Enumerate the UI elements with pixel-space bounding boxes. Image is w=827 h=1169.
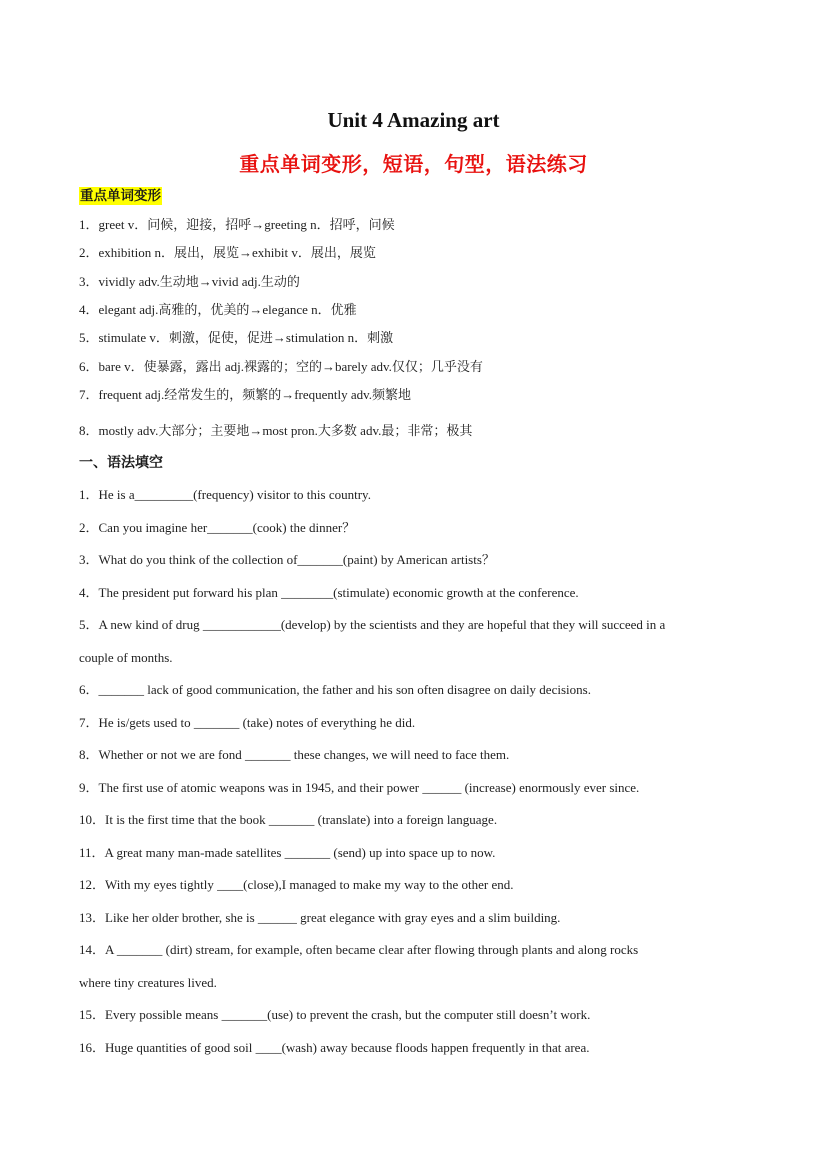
exercise-item: 6．_______ lack of good communication, the father and his son often disagree on daily decisions. (79, 682, 591, 697)
vocab-item: 6．bare v．使暴露，露出 adj.裸露的；空的→barely adv.仅仅；几乎没有 (79, 359, 483, 374)
exercise-item: 12．With my eyes tightly ____(close),I managed to make my way to the other end. (79, 877, 514, 892)
vocab-item: 8．mostly adv.大部分；主要地→most pron.大多数 adv.最；非常；极其 (79, 423, 473, 438)
exercise-item: 4．The president put forward his plan ________(stimulate) economic growth at the conference. (79, 585, 579, 600)
exercise-item: 8．Whether or not we are fond _______ these changes, we will need to face them. (79, 747, 510, 762)
exercise-item: 10．It is the first time that the book _______ (translate) into a foreign language. (79, 812, 498, 827)
exercise-item: 9．The first use of atomic weapons was in 1945, and their power ______ (increase) enormously ever since. (79, 780, 640, 795)
exercise-item: 7．He is/gets used to _______ (take) notes of everything he did. (79, 715, 416, 730)
vocab-item: 1．greet v．问候，迎接，招呼→greeting n．招呼，问候 (79, 217, 395, 232)
vocab-heading: 重点单词变形 (80, 188, 161, 204)
vocab-item: 3．vividly adv.生动地→vivid adj.生动的 (79, 274, 300, 289)
exercise-item: 3．What do you think of the collection of_______(paint) by American artists？ (79, 552, 495, 567)
page-title: Unit 4 Amazing art (327, 108, 500, 132)
exercise-item-continued: couple of months. (79, 650, 173, 665)
exercise-item: 1．He is a_________(frequency) visitor to this country. (79, 487, 371, 502)
exercise-item: 5．A new kind of drug ____________(develop) by the scientists and they are hopeful that they will succeed in a (79, 617, 666, 632)
exercise-item: 14．A _______ (dirt) stream, for example, often became clear after flowing through plants and along rocks (79, 942, 639, 957)
vocab-item: 2．exhibition n．展出，展览→exhibit v．展出，展览 (79, 245, 376, 260)
exercise-item: 2．Can you imagine her_______(cook) the dinner？ (79, 520, 356, 535)
vocab-item: 5．stimulate v．刺激，促使，促进→stimulation n．刺激 (79, 330, 394, 345)
exercise-item: 13．Like her older brother, she is ______ great elegance with gray eyes and a slim building. (79, 910, 561, 925)
vocab-item: 4．elegant adj.高雅的，优美的→elegance n．优雅 (79, 302, 357, 317)
vocab-item: 7．frequent adj.经常发生的，频繁的→frequently adv.频繁地 (79, 387, 412, 402)
grammar-heading: 一、语法填空 (79, 455, 163, 471)
exercise-item: 11．A great many man-made satellites _______ (send) up into space up to now. (79, 845, 496, 860)
exercise-item: 16．Huge quantities of good soil ____(wash) away because floods happen frequently in that area. (79, 1040, 590, 1055)
exercise-item: 15．Every possible means _______(use) to prevent the crash, but the computer still doesn’t work. (79, 1007, 591, 1022)
exercise-item-continued: where tiny creatures lived. (79, 975, 217, 990)
page-subtitle: 重点单词变形，短语，句型，语法练习 (239, 152, 588, 176)
